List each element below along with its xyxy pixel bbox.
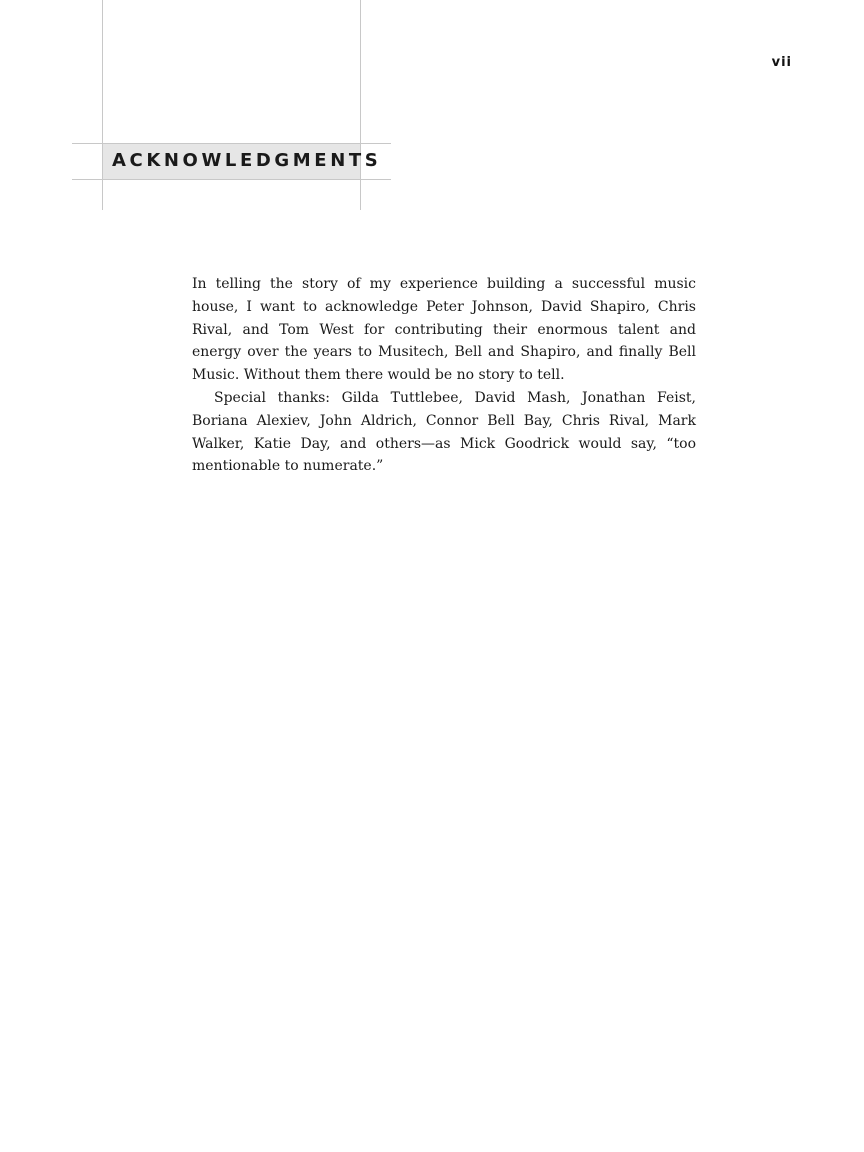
body-text <box>192 273 696 478</box>
frame-horizontal-rule-bottom <box>72 179 391 180</box>
page-number: vii <box>771 55 792 70</box>
chapter-title-frame <box>0 0 864 220</box>
paragraph: Special thanks: Gilda Tuttlebee, David Mash, Jonathan Feist, Boriana Alexiev, John Aldrich, Connor Bell Bay, Chris Rival, Mark Walker, Katie Day, and others—as Mick Goodrick would say, “too mentionable to numerate.” <box>192 389 696 475</box>
chapter-title: ACKNOWLEDGMENTS <box>112 150 382 171</box>
paragraph: In telling the story of my experience building a successful music house, I want to acknowledge Peter Johnson, David Shapiro, Chris Rival, and Tom West for contributing their enormous talent and energy over the years to Musitech, Bell and Shapiro, and finally Bell Music. Without them there would be no story to tell. <box>192 276 696 384</box>
